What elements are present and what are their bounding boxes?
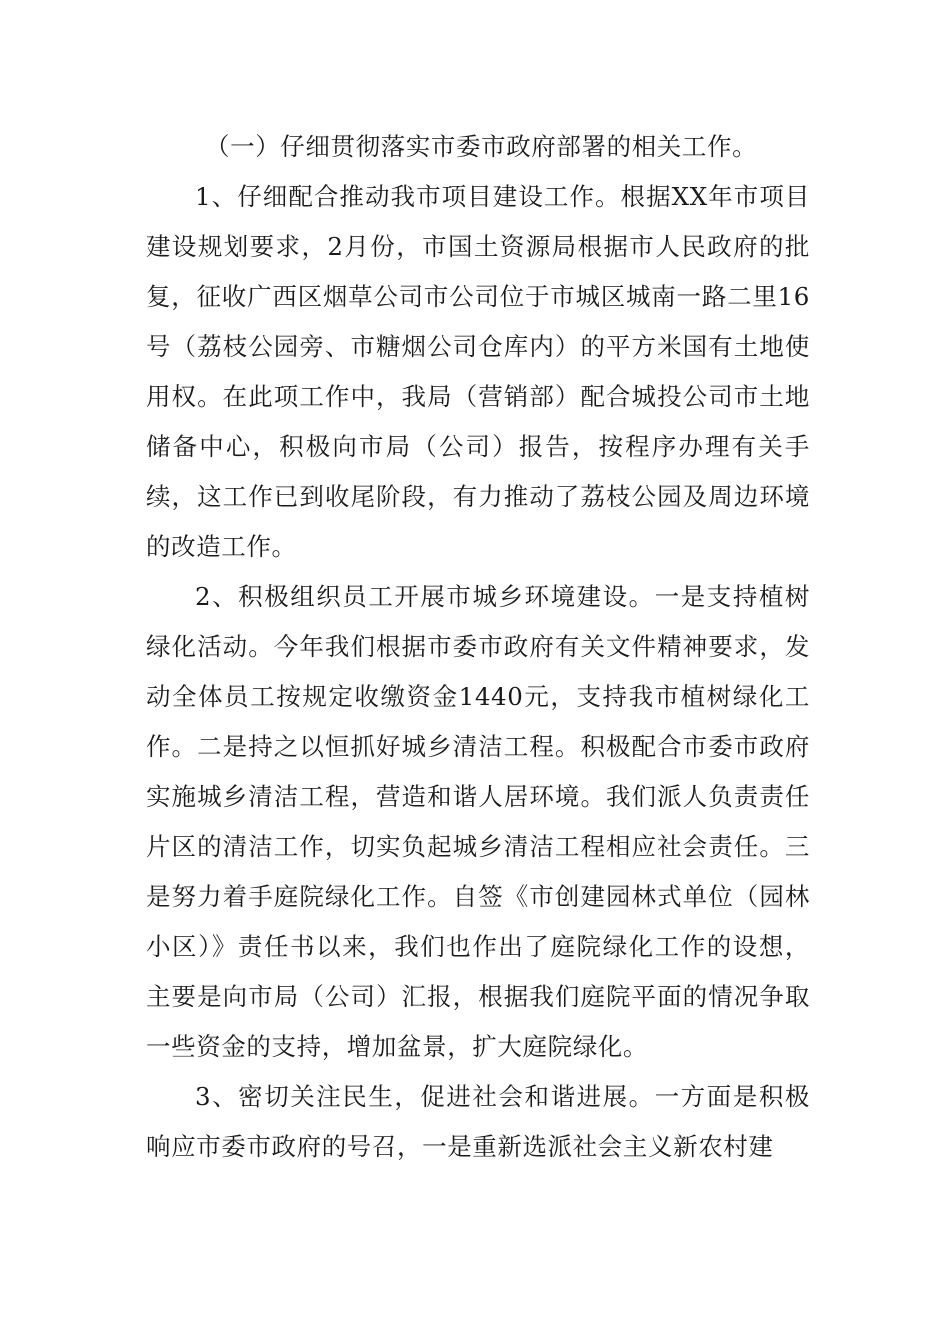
paragraph-project-construction: 1、仔细配合推动我市项目建设工作。根据XX年市项目建设规划要求，2月份，市国土资源局根据市人民政府的批复，征收广西区烟草公司市公司位于市城区城南一路二里16号（荔枝公园旁、市糖烟公司仓库内）的平方米国有土地使用权。在此项工作中，我局（营销部）配合城投公司市土地储备中心，积极向市局（公司）报告，按程序办理有关手续，这工作已到收尾阶段，有力推动了荔枝公园及周边环境的改造工作。 — [146, 182, 810, 561]
paragraph-environment-construction: 2、积极组织员工开展市城乡环境建设。一是支持植树绿化活动。今年我们根据市委市政府有关文件精神要求，发动全体员工按规定收缴资金1440元，支持我市植树绿化工作。二是持之以恒抓好城乡清洁工程。积极配合市委市政府实施城乡清洁工程，营造和谐人居环境。我们派人负责责任片区的清洁工作，切实负起城乡清洁工程相应社会责任。三是努力着手庭院绿化工作。自签《市创建园林式单位（园林小区）》责任书以来，我们也作出了庭院绿化工作的设想，主要是向市局（公司）汇报，根据我们庭院平面的情况争取一些资金的支持，增加盆景，扩大庭院绿化。 — [146, 582, 810, 1061]
paragraph-livelihood: 3、密切关注民生，促进社会和谐进展。一方面是积极响应市委市政府的号召，一是重新选派社会主义新农村建 — [146, 1082, 810, 1161]
section-heading: （一）仔细贯彻落实市委市政府部署的相关工作。 — [205, 132, 758, 161]
document-body — [146, 122, 810, 1172]
